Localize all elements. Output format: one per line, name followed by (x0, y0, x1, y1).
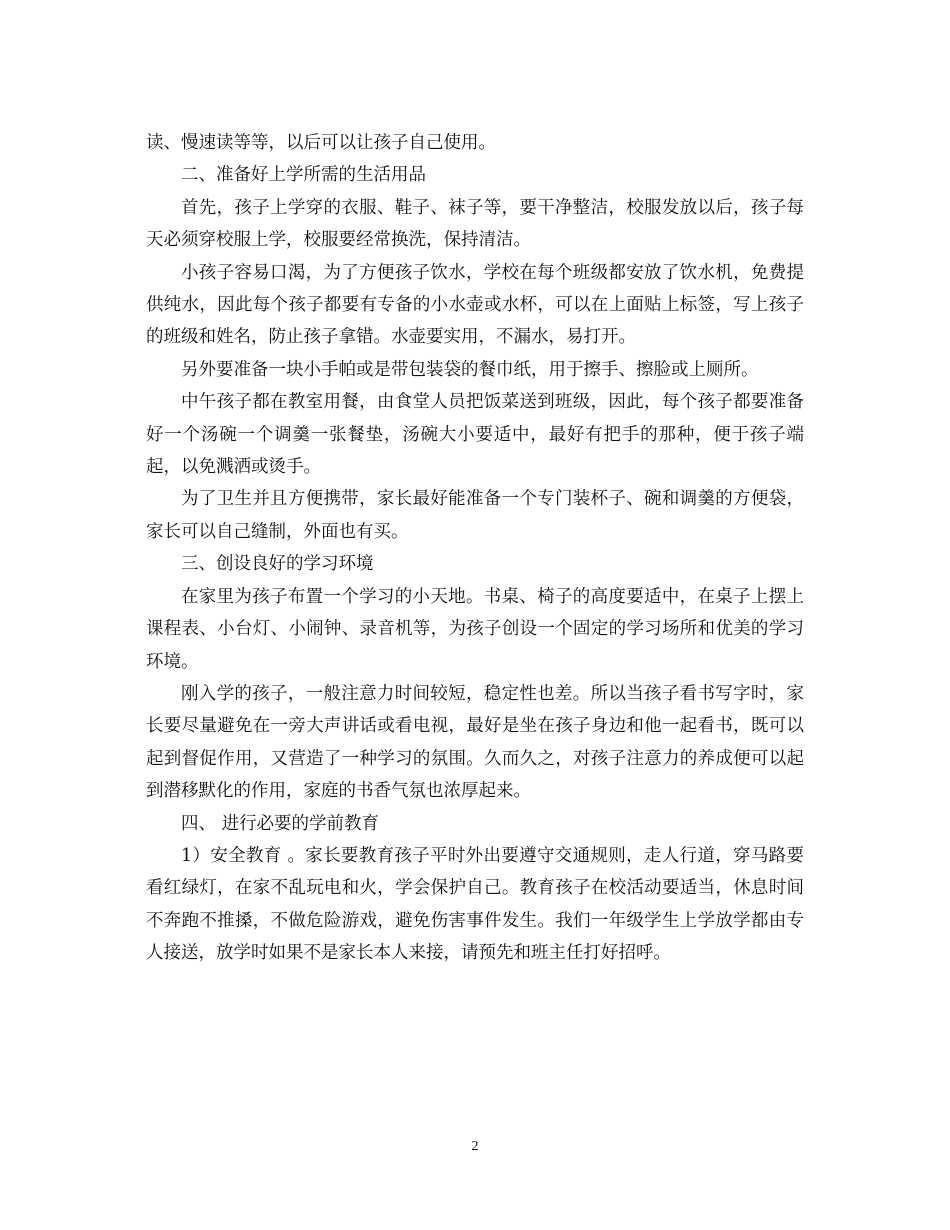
paragraph: 首先，孩子上学穿的衣服、鞋子、袜子等，要干净整洁，校服发放以后，孩子每天必须穿校服上学，校服要经常换洗，保持清洁。 (146, 197, 804, 251)
section-heading: 三、创设良好的学习环境 (181, 554, 374, 575)
section-heading: 二、准备好上学所需的生活用品 (181, 165, 426, 186)
paragraph: 1）安全教育 。家长要教育孩子平时外出要遵守交通规则，走人行道，穿马路要看红绿灯，在家不乱玩电和火，学会保护自己。教育孩子在校活动要适当，休息时间不奔跑不推搡，不做危险游戏，避免伤害事件发生。我们一年级学生上学放学都由专人接送，放学时如果不是家长本人来接，请预先和班主任打好招呼。 (146, 845, 804, 964)
paragraph: 中午孩子都在教室用餐，由食堂人员把饭菜送到班级，因此，每个孩子都要准备好一个汤碗一个调羹一张餐垫，汤碗大小要适中，最好有把手的那种，便于孩子端起，以免溅洒或烫手。 (146, 392, 804, 478)
page-number: 2 (471, 1139, 479, 1154)
paragraph: 另外要准备一块小手帕或是带包装袋的餐巾纸，用于擦手、擦脸或上厕所。 (181, 359, 759, 380)
paragraph: 为了卫生并且方便携带，家长最好能准备一个专门装杯子、碗和调羹的方便袋，家长可以自己缝制，外面也有买。 (146, 489, 804, 542)
paragraph: 在家里为孩子布置一个学习的小天地。书桌、椅子的高度要适中，在桌子上摆上课程表、小台灯、小闹钟、录音机等，为孩子创设一个固定的学习场所和优美的学习环境。 (146, 586, 804, 672)
document-body (146, 127, 804, 970)
paragraph: 小孩子容易口渴，为了方便孩子饮水，学校在每个班级都安放了饮水机，免费提供纯水，因此每个孩子都要有专备的小水壶或水杯，可以在上面贴上标签，写上孩子的班级和姓名，防止孩子拿错。水壶要实用，不漏水，易打开。 (146, 262, 804, 348)
paragraph: 读、慢速读等等，以后可以让孩子自己使用。 (146, 133, 496, 153)
paragraph: 刚入学的孩子，一般注意力时间较短，稳定性也差。所以当孩子看书写字时，家长要尽量避免在一旁大声讲话或看电视，最好是坐在孩子身边和他一起看书，既可以起到督促作用，又营造了一种学习的氛围。久而久之，对孩子注意力的养成便可以起到潜移默化的作用，家庭的书香气氛也浓厚起来。 (146, 683, 804, 802)
section-heading: 四、 进行必要的学前教育 (181, 813, 380, 834)
